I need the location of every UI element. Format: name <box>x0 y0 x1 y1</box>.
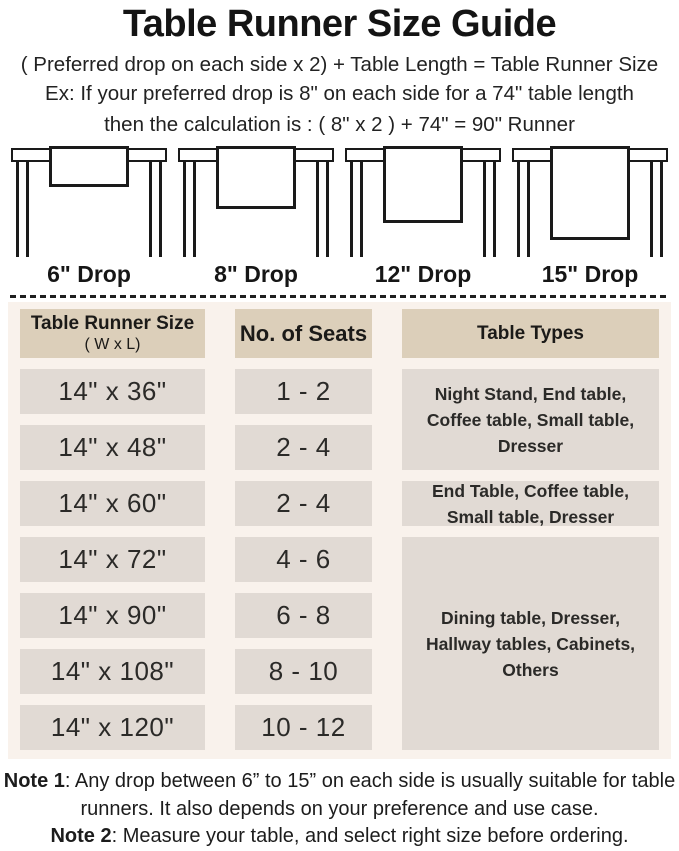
seats-cell: 10 - 12 <box>235 705 372 750</box>
drop-labels-row <box>0 261 679 288</box>
example-line-1: Ex: If your preferred drop is 8" on each side for a 74" table length <box>45 82 634 105</box>
note-2 <box>50 825 628 847</box>
example-line-2: then the calculation is : ( 8" x 2 ) + 74" = 90" Runner <box>104 113 575 136</box>
note-1-label: Note 1 <box>3 770 65 792</box>
header-cell-table-types: Table Types <box>402 309 659 358</box>
size-cell: 14" x 108" <box>20 649 205 694</box>
note-2-text: : Measure your table, and select right size before ordering. <box>111 825 629 847</box>
note-1 <box>4 770 676 820</box>
page-title: Table Runner Size Guide <box>122 3 557 45</box>
table-diagrams-row <box>0 146 679 257</box>
size-guide-table <box>8 302 671 759</box>
table-leg-icon <box>183 161 196 257</box>
drop-label-15: 15" Drop <box>541 261 639 287</box>
runner-overlay-icon <box>216 146 296 209</box>
table-diagram-8-drop <box>178 146 334 257</box>
table-diagram-12-drop <box>345 146 501 257</box>
table-leg-icon <box>16 161 29 257</box>
seats-cell: 4 - 6 <box>235 537 372 582</box>
runner-overlay-icon <box>383 146 463 223</box>
dashed-divider <box>10 295 669 298</box>
seats-cell: 2 - 4 <box>235 481 372 526</box>
header-cell-runner-size <box>20 309 205 358</box>
table-types-cell: Dining table, Dresser, Hallway tables, Cabinets, Others <box>402 537 659 750</box>
runner-overlay-icon <box>550 146 630 240</box>
size-cell: 14" x 36" <box>20 369 205 414</box>
table-leg-icon <box>483 161 496 257</box>
formula-text: ( Preferred drop on each side x 2) + Table Length = Table Runner Size <box>20 53 659 76</box>
size-cell: 14" x 72" <box>20 537 205 582</box>
note-2-label: Note 2 <box>50 825 112 847</box>
table-leg-icon <box>350 161 363 257</box>
header-cell-seats: No. of Seats <box>235 309 372 358</box>
seats-cell: 1 - 2 <box>235 369 372 414</box>
drop-label-12: 12" Drop <box>374 261 472 287</box>
notes <box>3 768 677 851</box>
table-diagram-6-drop <box>11 146 167 257</box>
header-runner-size-sub: ( W x L) <box>84 336 141 353</box>
drop-label-6: 6" Drop <box>47 261 131 287</box>
header-runner-size-title: Table Runner Size <box>30 313 195 334</box>
table-types-cell: End Table, Coffee table, Small table, Dresser <box>402 481 659 526</box>
drop-label-8: 8" Drop <box>214 261 298 287</box>
table-diagram-15-drop <box>512 146 668 257</box>
size-cell: 14" x 120" <box>20 705 205 750</box>
seats-cell: 8 - 10 <box>235 649 372 694</box>
seats-cell: 6 - 8 <box>235 593 372 638</box>
table-types-cell: Night Stand, End table, Coffee table, Small table, Dresser <box>402 369 659 470</box>
size-cell: 14" x 60" <box>20 481 205 526</box>
table-leg-icon <box>517 161 530 257</box>
table-leg-icon <box>149 161 162 257</box>
seats-cell: 2 - 4 <box>235 425 372 470</box>
table-leg-icon <box>650 161 663 257</box>
size-cell: 14" x 48" <box>20 425 205 470</box>
table-leg-icon <box>316 161 329 257</box>
size-cell: 14" x 90" <box>20 593 205 638</box>
note-1-text: : Any drop between 6” to 15” on each side is usually suitable for table runners. It also depends on your preference and use case. <box>64 770 676 820</box>
runner-overlay-icon <box>49 146 129 187</box>
